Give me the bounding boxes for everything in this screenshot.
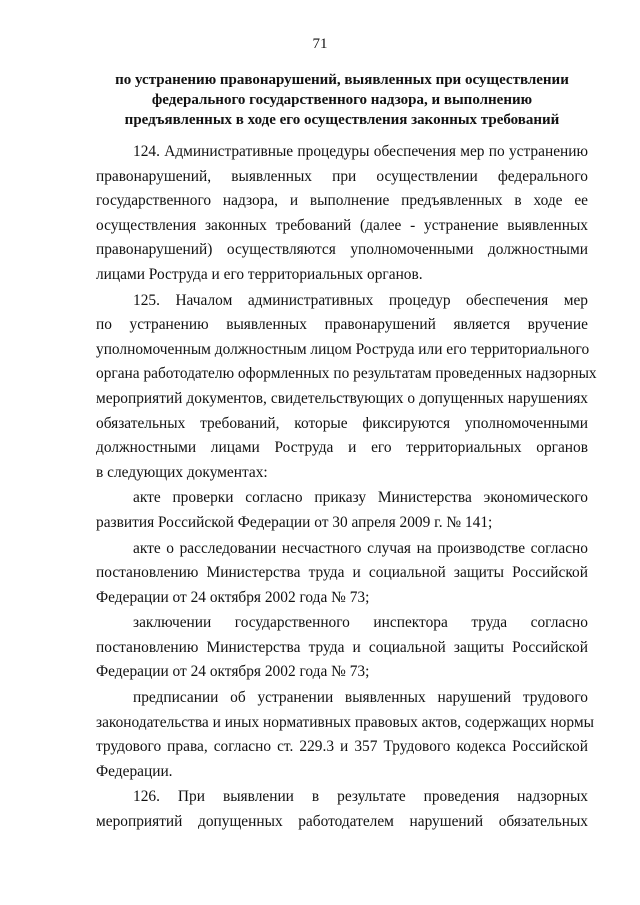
paragraph-line: лицами Роструда и его территориальных органов. (96, 265, 423, 283)
heading-line: предъявленных в ходе его осуществления законных требований (124, 112, 560, 128)
paragraph (96, 140, 588, 288)
paragraph-line: государственного надзора, и выполнение предъявленных в ходе ее (96, 192, 588, 210)
paragraph-line: акте о расследовании несчастного случая на производстве согласно (133, 539, 588, 557)
paragraph-line: правонарушений, выявленных при осуществлении федерального (96, 167, 588, 185)
paragraph (96, 785, 588, 834)
paragraph-line: постановлению Министерства труда и социальной защиты Российской (96, 564, 588, 582)
paragraph (96, 289, 597, 486)
paragraph-line: развития Российской Федерации от 30 апреля 2009 г. № 141; (96, 513, 493, 531)
section-heading (96, 70, 588, 130)
paragraph-line: обязательных требований, которые фиксируются уполномоченными (96, 414, 588, 432)
paragraph-line: в следующих документах: (96, 463, 268, 481)
paragraph-line: Федерации от 24 октября 2002 года № 73; (96, 663, 370, 681)
paragraph-line: мероприятий допущенных работодателем нарушений обязательных (96, 813, 588, 831)
paragraph (96, 686, 594, 784)
paragraph-line: 125. Началом административных процедур обеспечения мер (133, 291, 588, 309)
paragraph (96, 611, 588, 685)
paragraph-line: 124. Административные процедуры обеспечения мер по устранению (133, 143, 588, 160)
paragraph-line: уполномоченным должностным лицом Роструда или его территориального (96, 340, 590, 358)
paragraph (96, 486, 588, 535)
document-body (96, 140, 597, 836)
paragraph-line: законодательства и иных нормативных правовых актов, содержащих нормы (96, 713, 594, 731)
paragraph-line: органа работодателю оформленных по результатам проведенных надзорных (96, 365, 597, 383)
paragraph-line: акте проверки согласно приказу Министерства экономического (133, 489, 588, 507)
paragraph-line: по устранению выявленных правонарушений является вручение (96, 316, 588, 334)
paragraph-line: Федерации от 24 октября 2002 года № 73; (96, 588, 370, 606)
paragraph-line: постановлению Министерства труда и социальной защиты Российской (96, 638, 588, 656)
paragraph-line: предписании об устранении выявленных нарушений трудового (133, 689, 588, 707)
heading-line: по устранению правонарушений, выявленных при осуществлении (115, 72, 569, 88)
paragraph-line: осуществления законных требований (далее - устранение выявленных (96, 216, 588, 234)
paragraph-line: Федерации. (96, 762, 173, 780)
page-number: 71 (312, 36, 328, 52)
heading-line: федерального государственного надзора, и выполнению (151, 92, 533, 108)
paragraph-line: должностными лицами Роструда и его территориальных органов (96, 439, 588, 457)
paragraph-line: мероприятий документов, свидетельствующих о допущенных нарушениях (96, 389, 588, 407)
paragraph-line: заключении государственного инспектора труда согласно (133, 614, 588, 632)
paragraph (96, 537, 588, 611)
paragraph-line: правонарушений) осуществляются уполномоченными должностными (96, 241, 588, 259)
paragraph-line: 126. При выявлении в результате проведения надзорных (133, 788, 588, 806)
paragraph-line: трудового права, согласно ст. 229.3 и 357 Трудового кодекса Российской (96, 738, 588, 756)
